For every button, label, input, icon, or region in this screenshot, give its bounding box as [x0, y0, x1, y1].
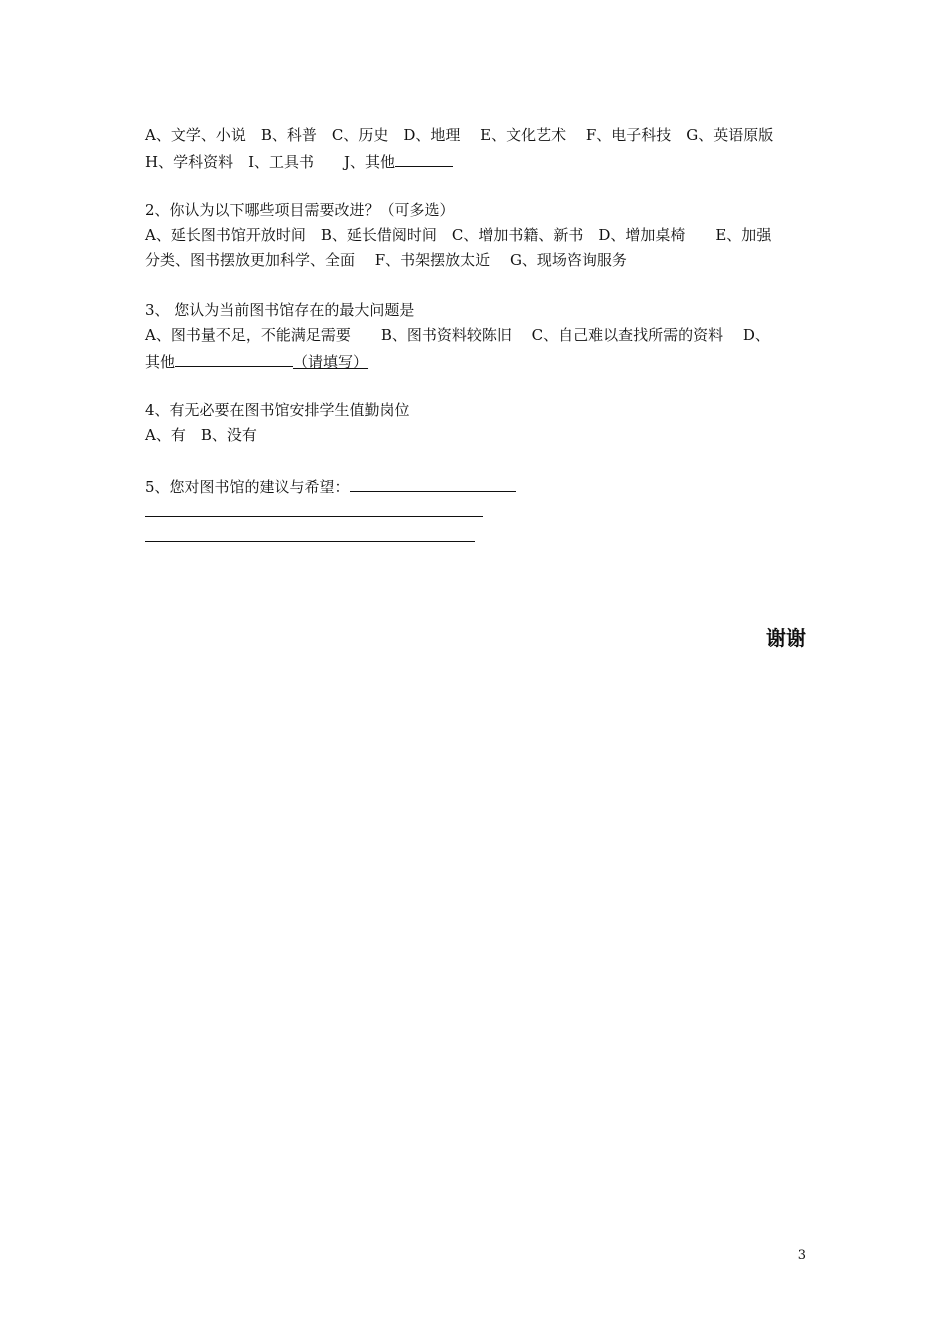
q5-question: 5、您对图书馆的建议与希望： — [145, 478, 350, 496]
q1-options-text: H、学科资料 I、工具书 J、其他 — [145, 153, 396, 171]
q4-question: 4、有无必要在图书馆安排学生值勤岗位 — [145, 401, 410, 419]
q5-question-line — [145, 475, 516, 497]
q5-answer-line-3[interactable] — [145, 541, 475, 542]
q2-options-line-1: A、延长图书馆开放时间 B、延长借阅时间 C、增加书籍、新书 D、增加桌椅 E、加强 — [145, 226, 772, 244]
q2-options-line-2: 分类、图书摆放更加科学、全面 F、书架摆放太近 G、现场咨询服务 — [145, 251, 627, 269]
q3-fill-note: （请填写） — [293, 353, 369, 371]
q3-other-blank[interactable] — [175, 350, 293, 367]
q2-question: 2、你认为以下哪些项目需要改进？（可多选） — [145, 201, 455, 219]
q4-options: A、有 B、没有 — [145, 426, 257, 444]
q5-answer-blank-1[interactable] — [350, 475, 516, 492]
q1-options-line-2 — [145, 150, 453, 172]
closing-thanks: 谢谢 — [766, 626, 806, 650]
q1-options-line-1: A、文学、小说 B、科普 C、历史 D、地理 E、文化艺术 F、电子科技 G、英语原版 — [145, 126, 774, 144]
q1-other-blank[interactable] — [395, 150, 453, 167]
q3-other-label: 其他 — [145, 353, 176, 371]
q5-answer-line-2[interactable] — [145, 516, 483, 517]
page-number: 3 — [797, 1248, 806, 1263]
q3-options-line-2 — [145, 350, 368, 372]
q3-question: 3、 您认为当前图书馆存在的最大问题是 — [145, 301, 415, 319]
q3-options-line-1: A、图书量不足，不能满足需要 B、图书资料较陈旧 C、自己难以查找所需的资料 D、 — [145, 326, 770, 344]
